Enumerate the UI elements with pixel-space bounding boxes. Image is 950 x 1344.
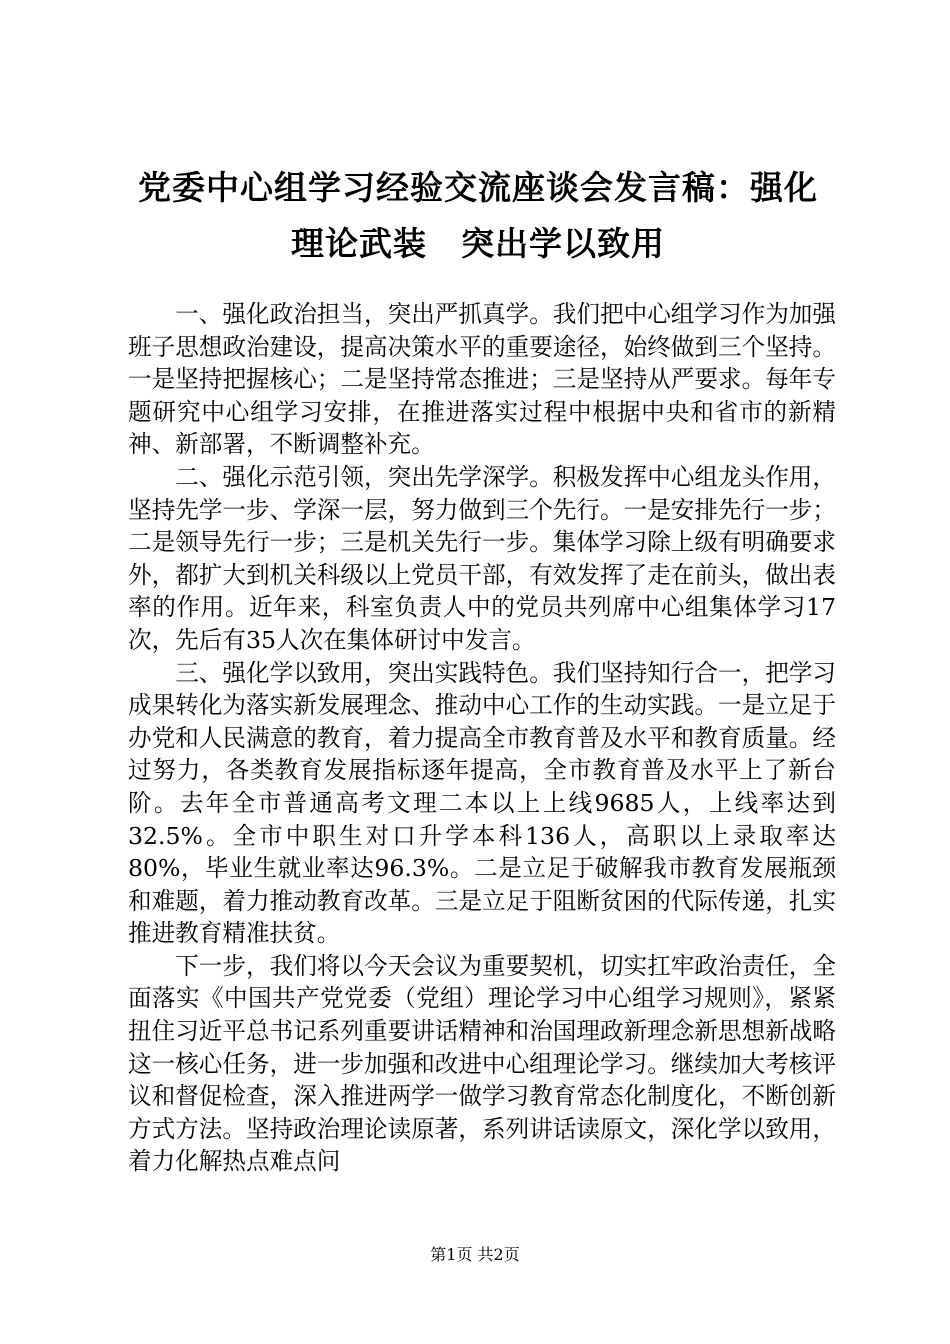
document-title <box>128 160 828 272</box>
paragraph-3: 三、强化学以致用，突出实践特色。我们坚持知行合一，把学习成果转化为落实新发展理念、推动中心工作的生动实践。一是立足于办党和人民满意的教育，着力提高全市教育普及水平和教育质量。经过努力，各类教育发展指标逐年提高，全市教育普及水平上了新台阶。去年全市普通高考文理二本以上上线9685人，上线率达到32.5%。全市中职生对口升学本科136人，高职以上录取率达80%，毕业生就业率达96.3%。二是立足于破解我市教育发展瓶颈和难题，着力推动教育改革。三是立足于阻断贫困的代际传递，扎实推进教育精准扶贫。 <box>128 658 836 948</box>
page-footer: 第1页 共2页 <box>430 1245 520 1264</box>
title-line-1: 党委中心组学习经验交流座谈会发言稿：强化 <box>138 168 818 207</box>
paragraph-1: 一、强化政治担当，突出严抓真学。我们把中心组学习作为加强班子思想政治建设，提高决策水平的重要途径，始终做到三个坚持。一是坚持把握核心；二是坚持常态推进；三是坚持从严要求。每年专题研究中心组学习安排，在推进落实过程中根据中央和省市的新精神、新部署，不断调整补充。 <box>128 300 836 459</box>
paragraph-2: 二、强化示范引领，突出先学深学。积极发挥中心组龙头作用，坚持先学一步、学深一层，努力做到三个先行。一是安排先行一步；二是领导先行一步；三是机关先行一步。集体学习除上级有明确要求外，都扩大到机关科级以上党员干部，有效发挥了走在前头，做出表率的作用。近年来，科室负责人中的党员共列席中心组集体学习17次，先后有35人次在集体研讨中发言。 <box>128 462 836 654</box>
title-line-2: 理论武装 突出学以致用 <box>291 224 665 263</box>
paragraph-4: 下一步，我们将以今天会议为重要契机，切实扛牢政治责任，全面落实《中国共产党党委（党组）理论学习中心组学习规则》，紧紧扭住习近平总书记系列重要讲话精神和治国理政新理念新思想新战略这一核心任务，进一步加强和改进中心组理论学习。继续加大考核评议和督促检查，深入推进两学一做学习教育常态化制度化，不断创新方式方法。坚持政治理论读原著，系列讲话读原文，深化学以致用，着力化解热点难点问 <box>128 951 836 1176</box>
document-body <box>128 298 836 1178</box>
